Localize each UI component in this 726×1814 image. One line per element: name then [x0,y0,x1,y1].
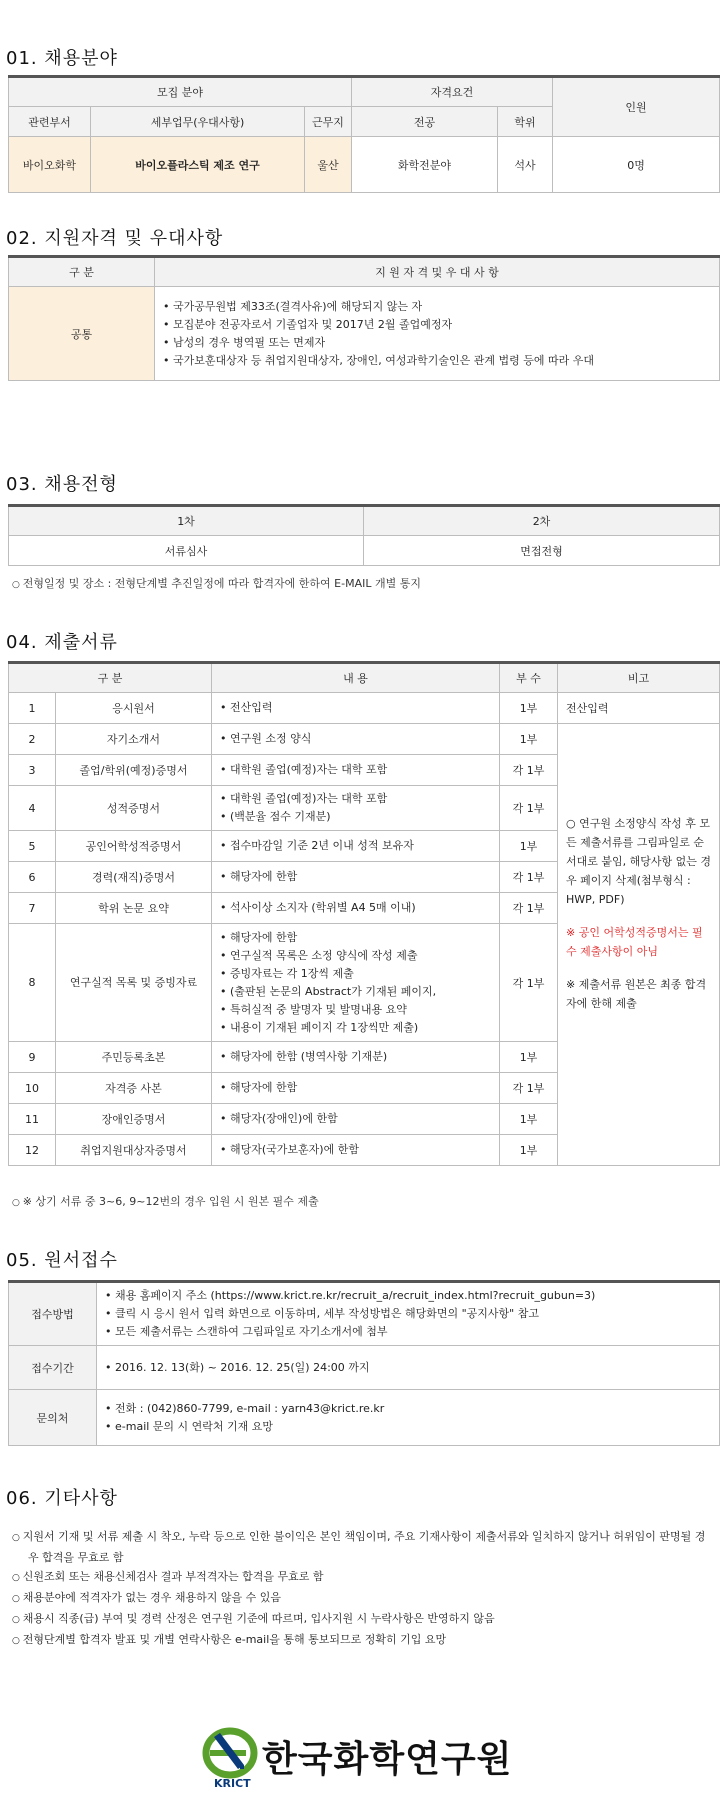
doc-copies: 각 1부 [500,893,558,924]
table-row [9,693,720,724]
doc-content-item: • 연구실적 목록은 소정 양식에 작성 제출 [220,947,491,965]
doc-copies: 1부 [500,1135,558,1166]
cell-dept: 바이오화학 [9,137,91,193]
doc-content-item: • 석사이상 소지자 (학위별 A4 5매 이내) [220,899,491,917]
doc-content-item: • 연구원 소정 양식 [220,730,491,748]
apply-item: • e-mail 문의 시 연락처 기재 요망 [105,1418,711,1436]
doc-no: 9 [9,1042,56,1073]
krict-logo-sub: KRICT [214,1777,251,1790]
doc-content-item: • 해당자에 한함 [220,929,491,947]
list-item: ○ 신원조회 또는 채용신체검사 결과 부적격자는 합격을 무효로 함 [12,1567,712,1588]
doc-content-item: • 내용이 기재된 페이지 각 1장씩만 제출) [220,1019,491,1037]
doc-name: 학위 논문 요약 [56,893,212,924]
header-doc-division: 구 분 [9,663,212,693]
doc-name: 주민등록초본 [56,1042,212,1073]
doc-copies: 각 1부 [500,862,558,893]
list-item: ○ 지원서 기재 및 서류 제출 시 착오, 누락 등으로 인한 불이익은 본인 책임이며, 주요 기재사항이 제출서류와 일치하지 않거나 허위임이 판명될 경우 합격을 무효로 함 [12,1527,712,1567]
header-count: 인원 [553,77,720,137]
header-qualification: 자격요건 [352,77,553,107]
doc-no: 1 [9,693,56,724]
doc-content-item: • (출판된 논문의 Abstract가 기재된 페이지, [220,983,491,1001]
doc-no: 12 [9,1135,56,1166]
apply-label: 문의처 [9,1390,97,1446]
doc-copies: 각 1부 [500,1073,558,1104]
remark-language-optional: ※ 공인 어학성적증명서는 필수 제출사항이 아님 [566,926,703,958]
list-item: ○ 채용시 직종(급) 부여 및 경력 산정은 연구원 기준에 따르며, 입사지원 시 누락사항은 반영하지 않음 [12,1609,712,1630]
doc-remark-1: 전산입력 [558,693,720,724]
doc-name: 장애인증명서 [56,1104,212,1135]
doc-content-item: • 해당자에 한함 [220,1079,491,1097]
table-row [9,1346,720,1390]
doc-copies: 각 1부 [500,786,558,831]
header-doc-content: 내 용 [212,663,500,693]
header-division: 구 분 [9,257,155,287]
doc-content-item: • 특허실적 중 발명자 및 발명내용 요약 [220,1001,491,1019]
krict-emblem-icon [200,1725,262,1783]
apply-content [97,1282,720,1346]
doc-content [212,1073,500,1104]
doc-name: 공인어학성적증명서 [56,831,212,862]
header-dept: 관련부서 [9,107,91,137]
doc-content [212,786,500,831]
qualification-item: • 국가보훈대상자 등 취업지원대상자, 장애인, 여성과학기술인은 관계 법령 등에 따라 우대 [163,352,711,370]
cell-count: 0명 [553,137,720,193]
doc-name: 취업지원대상자증명서 [56,1135,212,1166]
cell-major: 화학전분야 [352,137,498,193]
doc-no: 8 [9,924,56,1042]
doc-copies: 1부 [500,1104,558,1135]
qualification-table [8,255,720,381]
doc-content [212,724,500,755]
header-field: 모집 분야 [9,77,352,107]
doc-no: 2 [9,724,56,755]
doc-no: 10 [9,1073,56,1104]
doc-name: 경력(재직)증명서 [56,862,212,893]
qualification-list [155,294,719,374]
doc-content-item: • 접수마감일 기준 2년 이내 성적 보유자 [220,837,491,855]
doc-name: 성적증명서 [56,786,212,831]
doc-content-item: • 대학원 졸업(예정)자는 대학 포함 [220,761,491,779]
qualification-item: • 모집분야 전공자로서 기졸업자 및 2017년 2월 졸업예정자 [163,316,711,334]
header-stage-2: 2차 [364,506,720,536]
doc-no: 4 [9,786,56,831]
doc-copies: 1부 [500,831,558,862]
doc-no: 6 [9,862,56,893]
doc-content-item: • (백분율 점수 기재분) [220,808,491,826]
doc-content [212,924,500,1042]
doc-copies: 1부 [500,724,558,755]
header-duty: 세부업무(우대사항) [91,107,305,137]
section-title-other: 06. 기타사항 [6,1488,118,1509]
doc-no: 11 [9,1104,56,1135]
table-row [9,724,720,755]
doc-content [212,693,500,724]
doc-content [212,1104,500,1135]
header-stage-1: 1차 [9,506,364,536]
header-major: 전공 [352,107,498,137]
cell-stage-2: 면접전형 [364,536,720,566]
apply-item: • 모든 제출서류는 스캔하여 그림파일로 자기소개서에 첨부 [105,1323,711,1341]
doc-content [212,862,500,893]
doc-copies: 1부 [500,693,558,724]
doc-name: 응시원서 [56,693,212,724]
doc-content-item: • 전산입력 [220,699,491,717]
remark-form-guide: ○ 연구원 소정양식 작성 후 모든 제출서류를 그림파일로 순서대로 붙임, 해당사항 없는 경우 페이지 삭제(첨부형식 : HWP, PDF) [566,817,711,906]
doc-copies: 각 1부 [500,755,558,786]
section-title-process: 03. 채용전형 [6,474,118,495]
doc-content-item: • 해당자(국가보훈자)에 한함 [220,1141,491,1159]
apply-item: • 채용 홈페이지 주소 (https://www.krict.re.kr/recruit_a/recruit_index.html?recruit_gubun=3) [105,1287,711,1305]
doc-content [212,893,500,924]
cell-stage-1: 서류심사 [9,536,364,566]
table-row [9,1390,720,1446]
apply-content [97,1346,720,1390]
doc-content [212,1135,500,1166]
header-degree: 학위 [498,107,553,137]
qualification-item: • 국가공무원법 제33조(결격사유)에 해당되지 않는 자 [163,298,711,316]
apply-item: • 클릭 시 응시 원서 입력 화면으로 이동하며, 세부 작성방법은 해당화면의 "공지사항" 참고 [105,1305,711,1323]
doc-content [212,755,500,786]
apply-label: 접수방법 [9,1282,97,1346]
cell-degree: 석사 [498,137,553,193]
header-doc-copies: 부 수 [500,663,558,693]
cell-duty: 바이오플라스틱 제조 연구 [91,137,305,193]
header-doc-remark: 비고 [558,663,720,693]
doc-name: 자기소개서 [56,724,212,755]
cell-common: 공통 [9,287,155,381]
krict-logo-name: 한국화학연구원 [262,1739,513,1780]
documents-note: ○ ※ 상기 서류 중 3~6, 9~12번의 경우 입원 시 원본 필수 제출 [12,1193,319,1209]
list-item: ○ 전형단계별 합격자 발표 및 개별 연락사항은 e-mail을 통해 통보되므로 정확히 기입 요망 [12,1630,712,1651]
doc-no: 3 [9,755,56,786]
doc-content [212,1042,500,1073]
process-note: ○ 전형일정 및 장소 : 전형단계별 추진일정에 따라 합격자에 한하여 E-MAIL 개별 통지 [12,575,421,591]
remark-original-docs: ※ 제출서류 원본은 최종 합격자에 한해 제출 [566,978,707,1010]
documents-table [8,661,720,1166]
cell-location: 울산 [305,137,352,193]
doc-content-item: • 해당자에 한함 [220,868,491,886]
table-row [9,1282,720,1346]
header-qualification-content: 지 원 자 격 및 우 대 사 항 [155,257,720,287]
recruit-field-table [8,75,720,193]
section-title-application: 05. 원서접수 [6,1250,118,1271]
header-location: 근무지 [305,107,352,137]
list-item: ○ 채용분야에 적격자가 없는 경우 채용하지 않을 수 있음 [12,1588,712,1609]
doc-name: 자격증 사본 [56,1073,212,1104]
section-title-documents: 04. 제출서류 [6,632,118,653]
doc-copies: 1부 [500,1042,558,1073]
apply-content [97,1390,720,1446]
apply-item: • 전화 : (042)860-7799, e-mail : yarn43@krict.re.kr [105,1400,711,1418]
apply-item: • 2016. 12. 13(화) ~ 2016. 12. 25(일) 24:00 까지 [105,1359,711,1377]
qualification-list-cell [155,287,720,381]
process-table [8,504,720,566]
krict-logo [200,1725,520,1795]
doc-name: 졸업/학위(예정)증명서 [56,755,212,786]
section-title-qualification: 02. 지원자격 및 우대사항 [6,228,224,249]
doc-content-item: • 증빙자료는 각 1장씩 제출 [220,965,491,983]
qualification-item: • 남성의 경우 병역필 또는 면제자 [163,334,711,352]
doc-content [212,831,500,862]
doc-content-item: • 해당자에 한함 (병역사항 기재분) [220,1048,491,1066]
section-title-recruit-field: 01. 채용분야 [6,48,118,69]
other-list [12,1527,712,1651]
doc-content-item: • 해당자(장애인)에 한함 [220,1110,491,1128]
doc-content-item: • 대학원 졸업(예정)자는 대학 포함 [220,790,491,808]
doc-no: 7 [9,893,56,924]
doc-no: 5 [9,831,56,862]
doc-copies: 각 1부 [500,924,558,1042]
doc-name: 연구실적 목록 및 증빙자료 [56,924,212,1042]
application-table [8,1280,720,1446]
apply-label: 접수기간 [9,1346,97,1390]
doc-remarks-merged [558,724,720,1166]
